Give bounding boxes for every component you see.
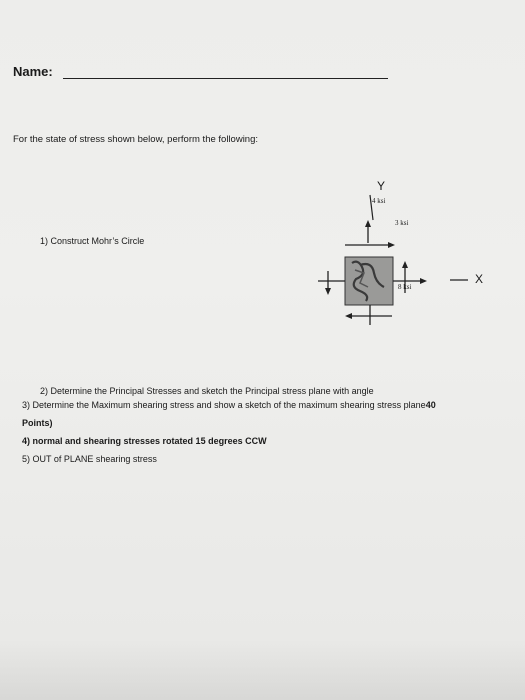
task-4: 4) normal and shearing stresses rotated 15 degrees CCW xyxy=(22,436,267,446)
stress-label-3ksi: 3 ksi xyxy=(395,219,409,227)
stress-label-8ksi: 8 ksi xyxy=(398,283,412,291)
name-label: Name: xyxy=(13,64,53,79)
instructions-intro: For the state of stress shown below, perform the following: xyxy=(13,134,259,145)
stress-label-4ksi: 4 ksi xyxy=(372,197,386,205)
task-5: 5) OUT of PLANE shearing stress xyxy=(22,454,157,464)
task-2: 2) Determine the Principal Stresses and sketch the Principal stress plane with angle xyxy=(40,386,374,396)
right-normal-arrowhead xyxy=(420,278,427,284)
name-blank-line xyxy=(63,78,388,79)
name-row xyxy=(13,64,383,86)
task-3 xyxy=(22,400,436,410)
top-arrowhead xyxy=(365,220,371,227)
stress-element-diagram xyxy=(300,175,510,330)
task-3-text: 3) Determine the Maximum shearing stress and show a sketch of the maximum shearing stress plane xyxy=(22,400,426,410)
task-3-points: 40 xyxy=(425,400,436,410)
bottom-shear-arrowhead xyxy=(345,313,352,319)
left-shear-arrowhead xyxy=(325,288,331,295)
top-shear-arrowhead xyxy=(388,242,395,248)
task-3-points-continued: Points) xyxy=(22,418,53,428)
right-shear-arrowhead xyxy=(402,261,408,268)
stress-element-drawing xyxy=(300,175,510,330)
task-1: 1) Construct Mohr’s Circle xyxy=(40,236,145,246)
y-axis-label: Y xyxy=(377,179,386,193)
page-shadow xyxy=(0,640,525,700)
x-axis-label: X xyxy=(475,272,484,286)
